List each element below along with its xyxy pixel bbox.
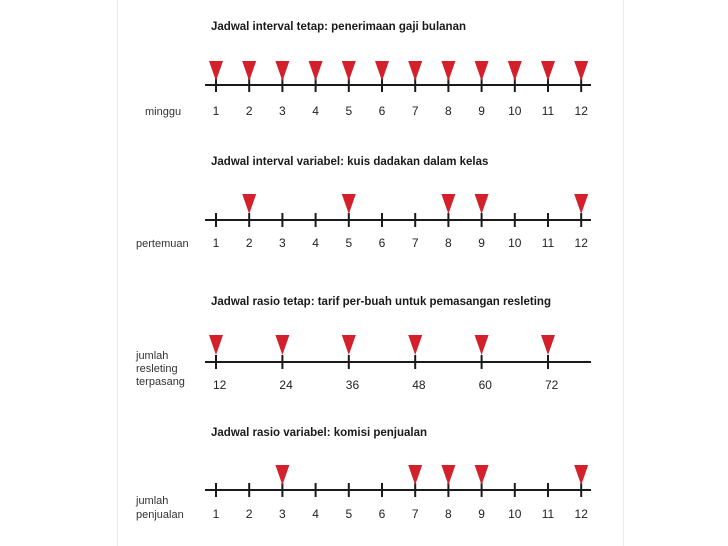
tick-label: 8 [445,236,452,250]
tick-label: 3 [279,104,286,118]
reinforcement-marker [309,61,323,81]
tick-label: 7 [411,236,419,250]
schedule-title: Jadwal interval tetap: penerimaan gaji bulanan [211,21,466,33]
reinforcement-marker [242,194,256,214]
tick-label: 6 [378,104,386,118]
tick-label: 2 [245,104,253,118]
reinforcement-marker [475,194,489,214]
reinforcement-marker [508,61,522,81]
reinforcement-marker [342,61,356,81]
tick-label: 2 [245,236,253,250]
reinforcement-marker [541,61,555,81]
row-label: penjualan [136,509,184,521]
tick-label: 6 [378,236,386,250]
schedule-variable-ratio [135,427,591,521]
row-label: pertemuan [136,238,189,250]
tick-label: 5 [345,507,353,521]
tick-label: 48 [412,378,426,392]
reinforcement-marker [441,465,455,485]
tick-label: 7 [411,104,419,118]
tick-label: 9 [478,236,485,250]
reinforcement-marker [475,465,489,485]
tick-label: 4 [312,507,319,521]
tick-label: 4 [312,236,319,250]
tick-label: 8 [445,507,452,521]
tick-label: 11 [541,507,555,521]
reinforcement-marker [441,61,455,81]
row-label: terpasang [136,376,185,388]
reinforcement-marker [574,61,588,81]
tick-label: 4 [312,104,319,118]
tick-label: 3 [279,507,286,521]
tick-label: 8 [445,104,452,118]
schedule-title: Jadwal rasio tetap: tarif per-buah untuk pemasangan resleting [211,296,551,308]
tick-label: 5 [345,236,353,250]
reinforcement-marker [275,335,289,355]
tick-label: 1 [212,104,220,118]
tick-label: 11 [541,104,555,118]
tick-label: 12 [574,104,588,118]
tick-label: 12 [574,236,588,250]
row-label: jumlah [136,350,169,362]
reinforcement-marker [541,335,555,355]
tick-label: 10 [508,104,522,118]
schedule-variable-interval [136,156,591,250]
tick-label: 6 [378,507,386,521]
tick-label: 2 [245,507,253,521]
tick-label: 9 [478,507,485,521]
reinforcement-marker [574,194,588,214]
reinforcement-marker [375,61,389,81]
reinforcement-marker [209,61,223,81]
tick-label: 72 [545,378,559,392]
schedule-fixed-ratio [135,296,591,392]
reinforcement-marker [342,335,356,355]
row-label: jumlah [136,495,169,507]
tick-label: 10 [508,507,522,521]
reinforcement-marker [408,465,422,485]
schedule-fixed-interval [145,21,591,118]
reinforcement-marker [475,61,489,81]
tick-label: 60 [478,378,492,392]
reinforcement-marker [275,61,289,81]
tick-label: 7 [411,507,419,521]
tick-label: 12 [574,507,588,521]
tick-label: 24 [279,378,293,392]
tick-label: 10 [508,236,522,250]
tick-label: 5 [345,104,353,118]
reinforcement-marker [441,194,455,214]
reinforcement-marker [408,335,422,355]
reinforcement-marker [242,61,256,81]
reinforcement-marker [342,194,356,214]
tick-label: 11 [541,236,555,250]
tick-label: 36 [345,378,360,392]
tick-label: 12 [213,378,227,392]
reinforcement-marker [475,335,489,355]
tick-label: 1 [212,507,220,521]
tick-label: 3 [279,236,286,250]
tick-label: 9 [478,104,485,118]
schedule-title: Jadwal rasio variabel: komisi penjualan [211,427,428,439]
reinforcement-marker [275,465,289,485]
schedule-title: Jadwal interval variabel: kuis dadakan dalam kelas [211,156,489,168]
row-label: resleting [136,363,178,375]
reinforcement-marker [408,61,422,81]
reinforcement-marker [209,335,223,355]
tick-label: 1 [212,236,220,250]
row-label: minggu [145,106,182,118]
reinforcement-marker [574,465,588,485]
